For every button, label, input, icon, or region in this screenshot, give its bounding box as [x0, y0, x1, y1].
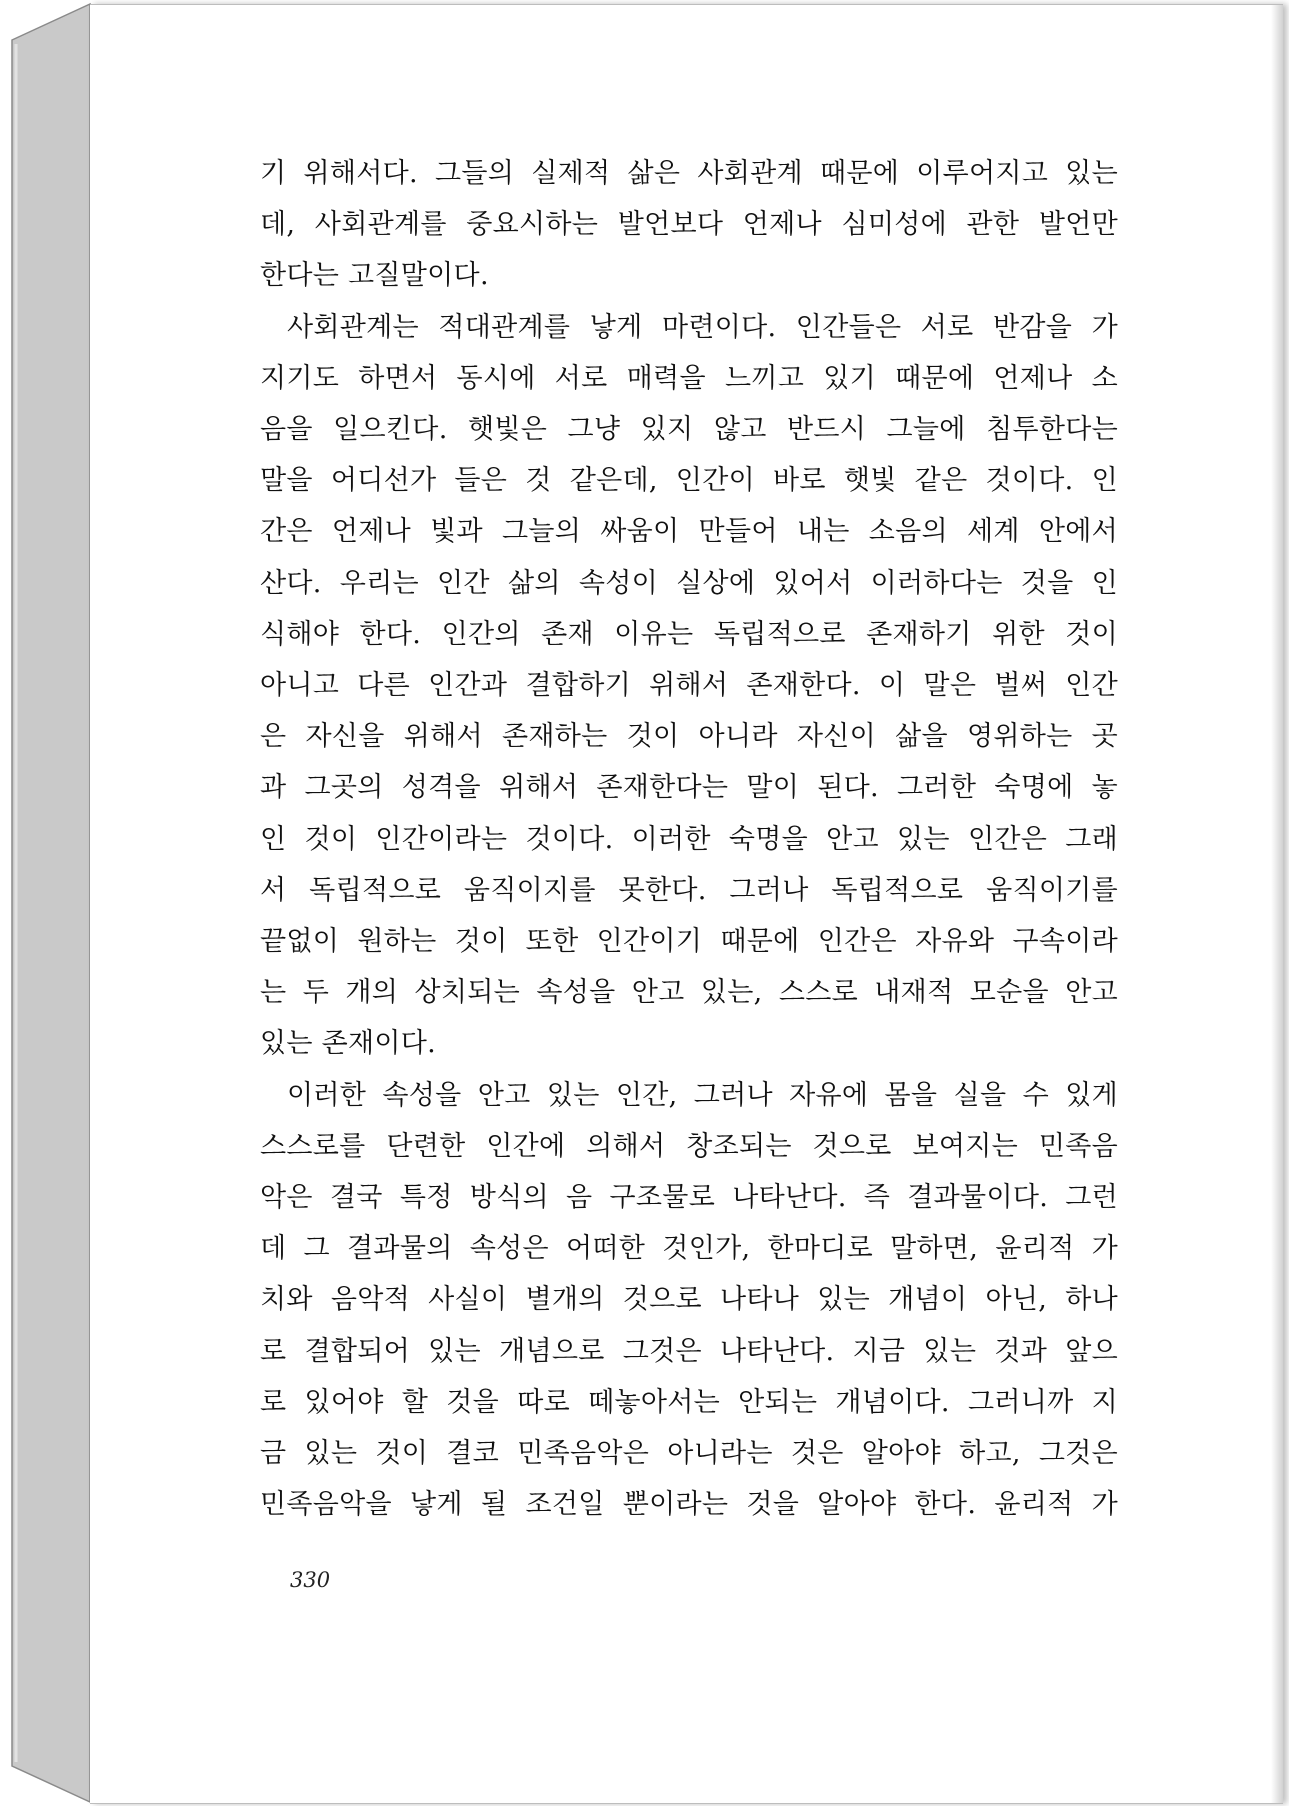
text-line: 스스로를 단련한 인간에 의해서 창조되는 것으로 보여지는 민족음 — [260, 1130, 1118, 1162]
text-line: 식해야 한다. 인간의 존재 이유는 독립적으로 존재하기 위한 것이 — [260, 618, 1118, 650]
text-line: 과 그곳의 성격을 위해서 존재한다는 말이 된다. 그러한 숙명에 놓 — [260, 772, 1118, 804]
text-line: 한다는 고질말이다. — [260, 260, 489, 292]
body-text — [260, 148, 1118, 1530]
text-line: 로 있어야 할 것을 따로 떼놓아서는 안되는 개념이다. 그러니까 지 — [260, 1386, 1118, 1418]
text-line: 은 자신을 위해서 존재하는 것이 아니라 자신이 삶을 영위하는 곳 — [260, 721, 1118, 753]
text-line: 산다. 우리는 인간 삶의 속성이 실상에 있어서 이러하다는 것을 인 — [260, 567, 1118, 599]
text-line: 인 것이 인간이라는 것이다. 이러한 숙명을 안고 있는 인간은 그래 — [260, 823, 1118, 855]
text-line: 데 그 결과물의 속성은 어떠한 것인가, 한마디로 말하면, 윤리적 가 — [260, 1233, 1118, 1265]
text-line: 는 두 개의 상치되는 속성을 안고 있는, 스스로 내재적 모순을 안고 — [260, 977, 1118, 1009]
text-line: 끝없이 원하는 것이 또한 인간이기 때문에 인간은 자유와 구속이라 — [260, 926, 1118, 958]
book-spine-face — [12, 4, 90, 1802]
text-line: 사회관계는 적대관계를 낳게 마련이다. 인간들은 서로 반감을 가 — [287, 311, 1118, 343]
text-line: 아니고 다른 인간과 결합하기 위해서 존재한다. 이 말은 벌써 인간 — [260, 670, 1118, 702]
page-edge-shadow — [1271, 5, 1283, 1803]
text-line: 치와 음악적 사실이 별개의 것으로 나타나 있는 개념이 아닌, 하나 — [260, 1284, 1118, 1316]
text-line: 기 위해서다. 그들의 실제적 삶은 사회관계 때문에 이루어지고 있는 — [260, 158, 1118, 189]
text-line: 말을 어디선가 들은 것 같은데, 인간이 바로 햇빛 같은 것이다. 인 — [260, 465, 1118, 497]
page-number: 330 — [290, 1568, 331, 1592]
text-line: 간은 언제나 빛과 그늘의 싸움이 만들어 내는 소음의 세계 안에서 — [260, 516, 1118, 548]
text-line: 민족음악을 낳게 될 조건일 뿐이라는 것을 알아야 한다. 윤리적 가 — [260, 1489, 1118, 1521]
text-line: 악은 결국 특정 방식의 음 구조물로 나타난다. 즉 결과물이다. 그런 — [260, 1182, 1118, 1214]
text-line: 이러한 속성을 안고 있는 인간, 그러나 자유에 몸을 실을 수 있게 — [287, 1079, 1118, 1111]
text-line: 있는 존재이다. — [260, 1028, 437, 1060]
text-line: 음을 일으킨다. 햇빛은 그냥 있지 않고 반드시 그늘에 침투한다는 — [260, 414, 1118, 446]
text-line: 금 있는 것이 결코 민족음악은 아니라는 것은 알아야 하고, 그것은 — [260, 1438, 1118, 1470]
text-line: 지기도 하면서 동시에 서로 매력을 느끼고 있기 때문에 언제나 소 — [260, 362, 1118, 394]
text-line: 데, 사회관계를 중요시하는 발언보다 언제나 심미성에 관한 발언만 — [260, 209, 1118, 241]
text-line: 로 결합되어 있는 개념으로 그것은 나타난다. 지금 있는 것과 앞으 — [260, 1335, 1118, 1367]
text-line: 서 독립적으로 움직이지를 못한다. 그러나 독립적으로 움직이기를 — [260, 874, 1118, 906]
